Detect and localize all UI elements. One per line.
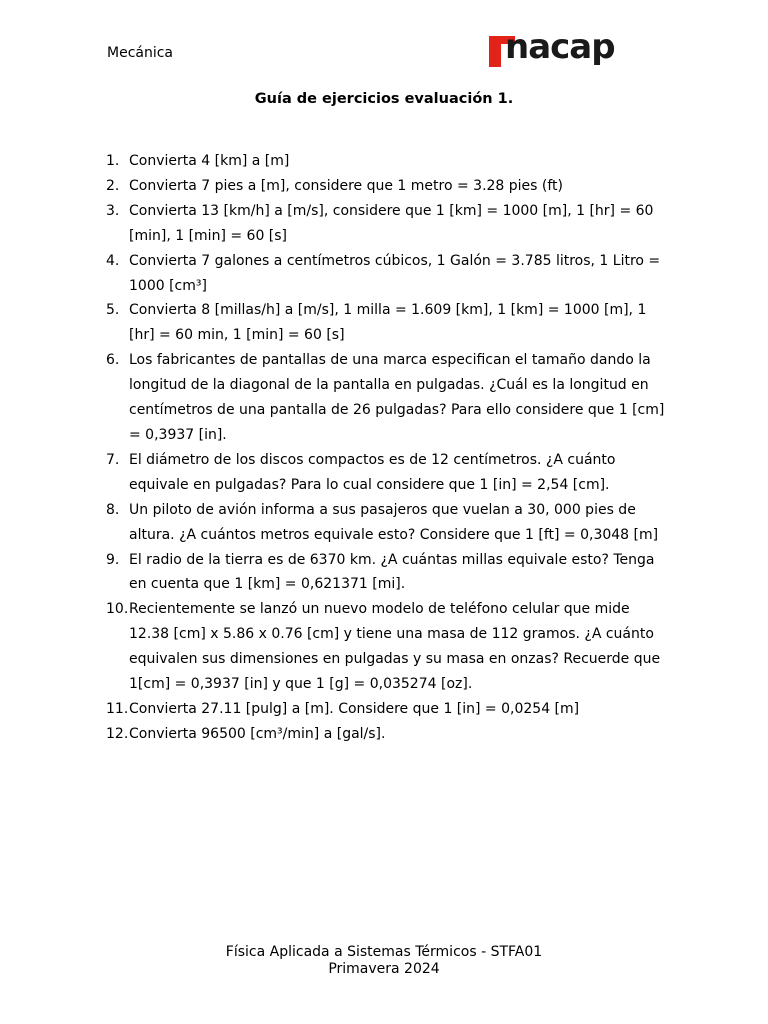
- exercise-item: [106, 298, 666, 348]
- exercise-text: Convierta 7 pies a [m], considere que 1 metro = 3.28 pies (ft): [129, 177, 564, 194]
- footer: [0, 944, 768, 978]
- exercise-item: [106, 697, 666, 722]
- inacap-logo: [489, 27, 621, 76]
- exercise-text: Convierta 27.11 [pulg] a [m]. Considere que 1 [in] = 0,0254 [m]: [129, 700, 580, 717]
- footer-course: Física Aplicada a Sistemas Térmicos - STFA01: [225, 944, 543, 960]
- exercise-item: [106, 448, 666, 498]
- exercise-item: [106, 249, 666, 299]
- exercise-item: [106, 149, 666, 174]
- exercise-number: 10.: [106, 601, 129, 618]
- exercise-number: 1.: [106, 153, 120, 169]
- exercise-number: 11.: [106, 700, 129, 717]
- exercise-text: Convierta 4 [km] a [m]: [129, 153, 290, 169]
- exercise-text: Convierta 96500 [cm³/min] a [gal/s].: [129, 725, 386, 742]
- exercise-list: [106, 149, 666, 747]
- exercise-text: Un piloto de avión informa a sus pasajeros que vuelan a 30, 000 pies de altura. ¿A cuántos metros equivale esto? Considere que 1 [ft] = 0,3048 [m]: [129, 501, 659, 543]
- page-title: Guía de ejercicios evaluación 1.: [254, 91, 514, 107]
- inacap-logo-text: nacap: [505, 27, 615, 67]
- exercise-text: Convierta 8 [millas/h] a [m/s], 1 milla = 1.609 [km], 1 [km] = 1000 [m], 1 [hr] = 60 min, 1 [min] = 60 [s]: [129, 302, 647, 344]
- exercise-number: 3.: [106, 202, 120, 219]
- exercise-item: [106, 498, 666, 548]
- exercise-number: 12.: [106, 725, 129, 742]
- exercise-text: El diámetro de los discos compactos es de 12 centímetros. ¿A cuánto equivale en pulgadas? Para lo cual considere que 1 [in] = 2,54 [cm].: [129, 451, 616, 493]
- exercise-text: Convierta 13 [km/h] a [m/s], considere que 1 [km] = 1000 [m], 1 [hr] = 60 [min], 1 [min] = 60 [s]: [129, 202, 654, 244]
- footer-term: Primavera 2024: [328, 961, 440, 977]
- exercise-number: 9.: [106, 551, 120, 568]
- exercise-item: [106, 548, 666, 598]
- exercise-item: [106, 348, 666, 448]
- exercise-number: 6.: [106, 352, 120, 369]
- exercise-item: [106, 597, 666, 697]
- exercise-number: 5.: [106, 302, 120, 319]
- exercise-text: El radio de la tierra es de 6370 km. ¿A cuántas millas equivale esto? Tenga en cuenta que 1 [km] = 0,621371 [mi].: [129, 551, 655, 593]
- exercise-number: 4.: [106, 252, 120, 269]
- exercise-number: 8.: [106, 501, 120, 518]
- exercise-text: Recientemente se lanzó un nuevo modelo de teléfono celular que mide 12.38 [cm] x 5.86 x 0.76 [cm] y tiene una masa de 112 gramos. ¿A cuánto equivalen sus dimensiones en pulgadas y su masa en onzas? Recuerde que 1[cm] = 0,3937 [in] y que 1 [g] = 0,035274 [oz].: [129, 601, 661, 693]
- exercise-item: [106, 722, 666, 747]
- header-subject: Mecánica: [107, 45, 174, 61]
- exercise-item: [106, 199, 666, 249]
- exercise-item: [106, 174, 666, 199]
- exercise-text: Los fabricantes de pantallas de una marca especifican el tamaño dando la longitud de la diagonal de la pantalla en pulgadas. ¿Cuál es la longitud en centímetros de una pantalla de 26 pulgadas? Para ello considere que 1 [cm] = 0,3937 [in].: [129, 352, 665, 443]
- exercise-number: 2.: [106, 177, 120, 194]
- exercise-text: Convierta 7 galones a centímetros cúbicos, 1 Galón = 3.785 litros, 1 Litro = 1000 [cm³]: [129, 252, 661, 294]
- exercise-number: 7.: [106, 451, 120, 468]
